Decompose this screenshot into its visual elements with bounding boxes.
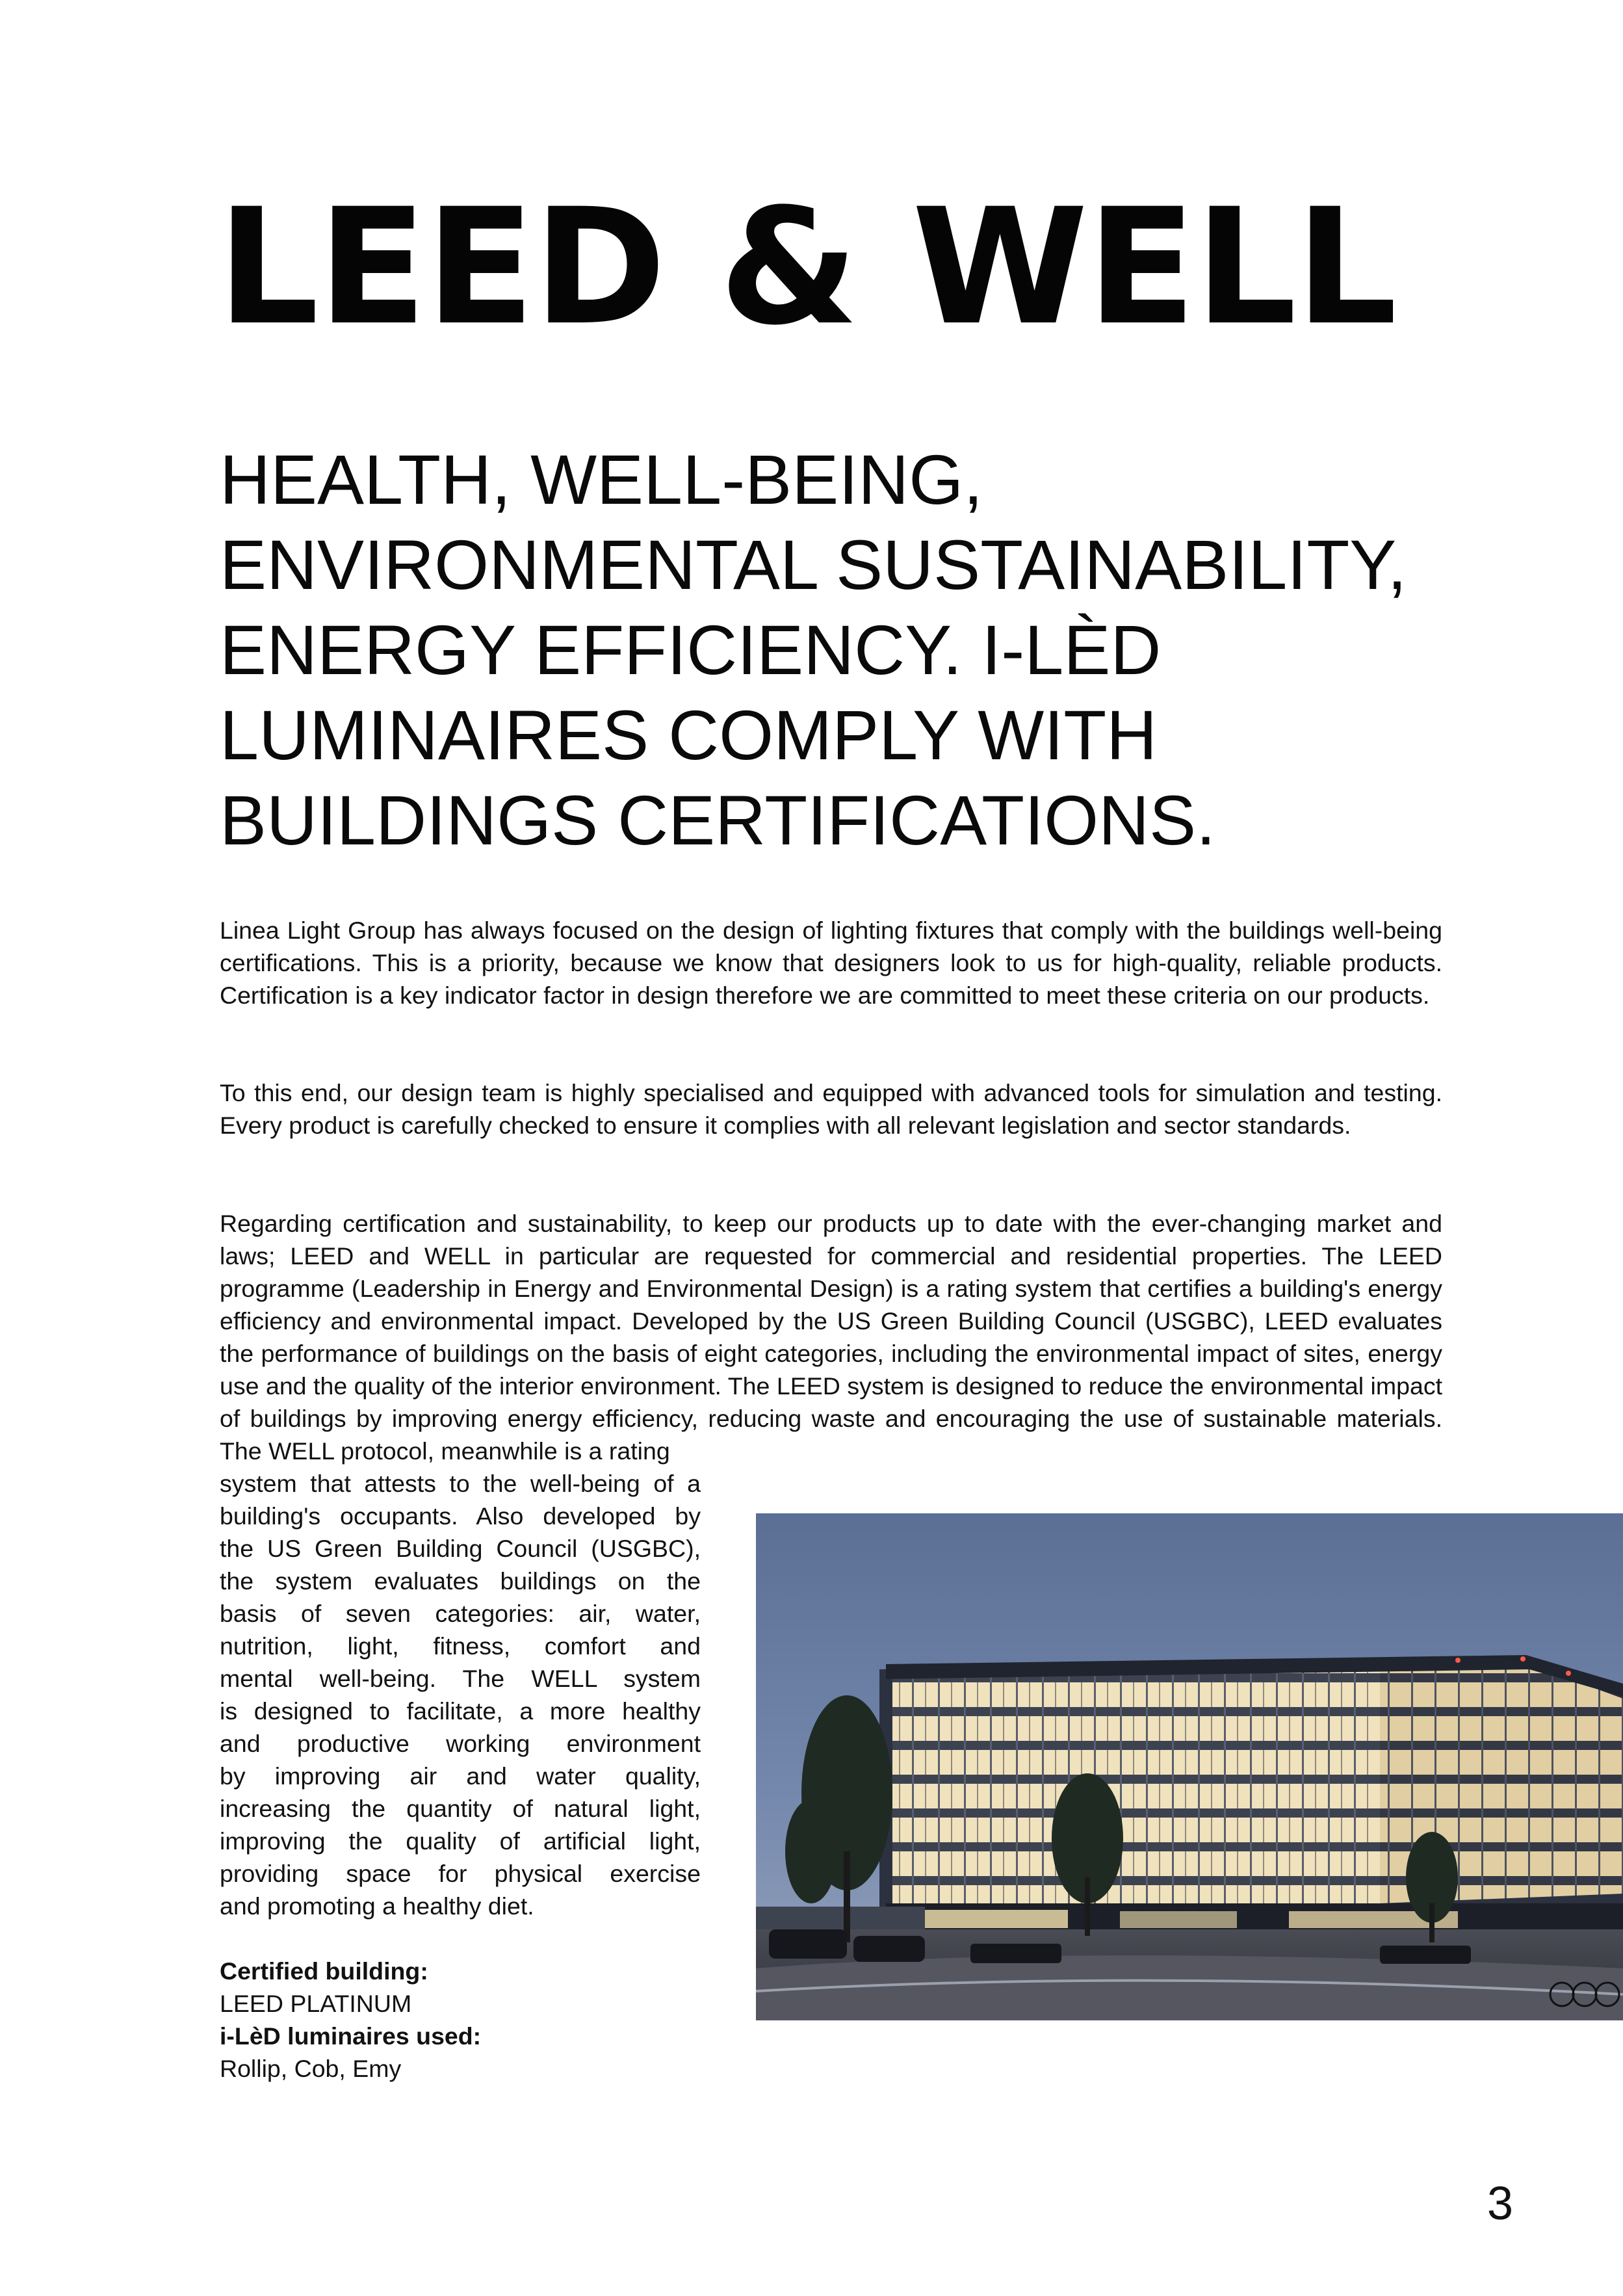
column-line: the US Green Building Council (USGBC), (220, 1535, 701, 1562)
subtitle-line: ENVIRONMENTAL SUSTAINABILITY, (220, 525, 1407, 604)
column-line: the system evaluates buildings on the (220, 1567, 701, 1595)
page-title: LEED & WELL (217, 175, 1396, 361)
design-team-paragraph: To this end, our design team is highly specialised and equipped with advanced tools for simulation and testing. Every product is carefully checked to ensure it complies with all relevant legislation and sector standards. (220, 1079, 1442, 1139)
column-line: mental well-being. The WELL system (220, 1665, 701, 1692)
column-line: system that attests to the well-being of a (220, 1470, 701, 1497)
column-line: basis of seven categories: air, water, (220, 1600, 701, 1627)
certified-building-label: Certified building: (220, 1957, 428, 1985)
intro-paragraph: Linea Light Group has always focused on the design of lighting fixtures that comply with the buildings well-being certifications. This is a priority, because we know that designers look to us for high-quality, reliable products. Certification is a key indicator factor in design therefore we are committed to meet these criteria on our products. (220, 917, 1442, 1009)
page-number: 3 (1487, 2178, 1513, 2230)
column-line: and promoting a healthy diet. (220, 1892, 534, 1920)
column-line: and productive working environment (220, 1730, 701, 1757)
subtitle-line: HEALTH, WELL-BEING, (220, 440, 983, 519)
well-column-text (220, 1467, 701, 1922)
column-line: increasing the quantity of natural light, (220, 1795, 701, 1822)
certification-paragraph: Regarding certification and sustainability, to keep our products up to date with the ever-changing market and laws; LEED and WELL in particular are requested for commercial and residential properties. The LEED programme (Leadership in Energy and Environmental Design) is a rating system that certifies a building's energy efficiency and environmental impact. Developed by the US Green Building Council (USGBC), LEED evaluates the performance of buildings on the basis of eight categories, including the environmental impact of sites, energy use and the quality of the interior environment. The LEED system is designed to reduce the environmental impact of buildings by improving energy efficiency, reducing waste and encouraging the use of sustainable materials. The WELL protocol, meanwhile is a rating (220, 1210, 1442, 1465)
column-line: by improving air and water quality, (220, 1762, 701, 1790)
certified-building-value: LEED PLATINUM (220, 1990, 412, 2017)
subtitle-line: BUILDINGS CERTIFICATIONS. (220, 781, 1216, 859)
subtitle (220, 437, 1487, 863)
column-line: building's occupants. Also developed by (220, 1502, 701, 1530)
column-line: is designed to facilitate, a more healthy (220, 1697, 701, 1725)
column-line: nutrition, light, fitness, comfort and (220, 1632, 701, 1660)
column-line: providing space for physical exercise (220, 1860, 701, 1887)
subtitle-line: ENERGY EFFICIENCY. I-LÈD (220, 610, 1162, 689)
column-line: improving the quality of artificial light, (220, 1827, 701, 1855)
subtitle-line: LUMINAIRES COMPLY WITH (220, 696, 1158, 774)
luminaires-used-label: i-LèD luminaires used: (220, 2022, 482, 2050)
building-photo (756, 1513, 1623, 2020)
certification-info (220, 1955, 481, 2085)
luminaires-used-value: Rollip, Cob, Emy (220, 2055, 402, 2082)
